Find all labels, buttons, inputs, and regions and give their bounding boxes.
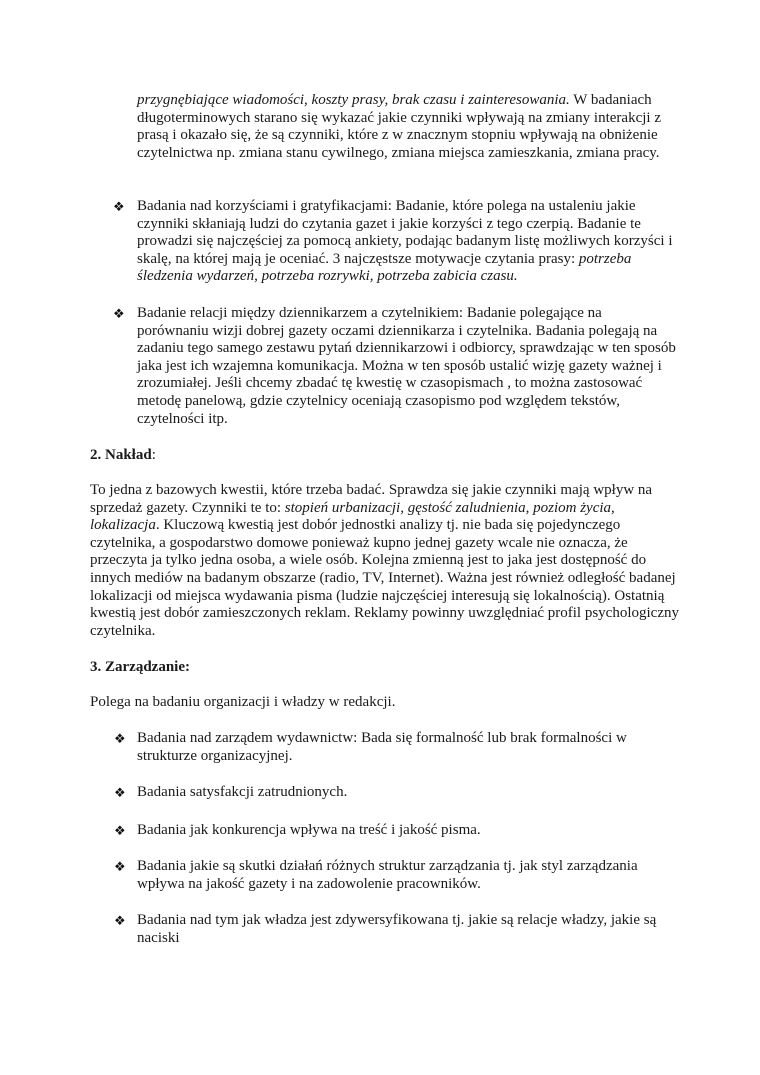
bullet-diamond-icon: ❖	[114, 859, 126, 874]
bullet-competition: Badania jak konkurencja wpływa na treść i jakość pisma.	[137, 822, 481, 838]
bullet-diamond-icon: ❖	[113, 306, 125, 321]
intro-text: W badaniach długoterminowych starano się wykazać jakie czynniki wpływają na zmiany interakcji z prasą i okazało się, że są czynniki, które z w znacznym stopniu wpływają na obniżenie czytelnictwa np. zmiana stanu cywilnego, zmiana miejsca zamieszkania, zmiana pracy.	[137, 92, 661, 161]
bullet-diamond-icon: ❖	[114, 913, 126, 928]
intro-italic: przygnębiające wiadomości, koszty prasy, brak czasu i zainteresowania.	[137, 92, 570, 108]
bullet-diamond-icon: ❖	[114, 823, 126, 838]
bullet-diamond-icon: ❖	[114, 731, 126, 746]
section-heading-naklad	[90, 447, 680, 465]
bullet-power-diversification: Badania nad tym jak władza jest zdywersyfikowana tj. jakie są relacje władzy, jakie są naciski	[137, 912, 657, 946]
bullet-journalist-reader	[137, 305, 677, 428]
section2-text-2: . Kluczową kwestią jest dobór jednostki analizy tj. nie bada się pojedynczego czytelnika, a gospodarstwo domowe ponieważ kupno jednej gazety wcale nie oznacza, że przeczyta ja tylko jedna osoba, a wiele osób. Kolejna zmienną jest to jaka jest dostępność do innych mediów na badanym obszarze (radio, TV, Internet). Ważna jest również odległość badanej lokalizacji od miejsca wydawania pisma (ludzie najczęściej interesują się lokalnością). Ostatnią kwestią jest dobór zamieszczonych reklam. Reklamy powinny uwzględniać profil psychologiczny czytelnika.	[90, 517, 679, 639]
section-heading-zarzadzanie-bold: 3. Zarządzanie:	[90, 659, 190, 675]
section3-intro: Polega na badaniu organizacji i władzy w redakcji.	[90, 694, 396, 710]
section2-paragraph	[90, 482, 680, 640]
bullet-gratifications-text: Badania nad korzyściami i gratyfikacjami: Badanie, które polega na ustaleniu jakie czynniki skłaniają ludzi do czytania gazet i jakie korzyści z tego czerpią. Badanie te prowadzi się najczęściej za pomocą ankiety, podając badanym listę możliwych korzyści i skalę, na której mają je oceniać. 3 najczęstsze motywacje czytania prasy:	[137, 198, 673, 267]
section-heading-zarzadzanie	[90, 659, 680, 677]
bullet-employee-satisfaction: Badania satysfakcji zatrudnionych.	[137, 784, 348, 800]
section-heading-naklad-colon: :	[151, 447, 156, 463]
intro-paragraph	[137, 92, 677, 162]
section2-italic: stopień urbanizacji, gęstość zaludnienia, poziom życia, lokalizacja	[90, 499, 615, 534]
section2-text-1: To jedna z bazowych kwestii, które trzeba badać. Sprawdza się jakie czynniki mają wpływ na sprzedaż gazety. Czynniki te to:	[90, 482, 653, 516]
bullet-gratifications	[137, 198, 677, 286]
section-heading-naklad-bold: 2. Nakład	[90, 447, 152, 463]
bullet-diamond-icon: ❖	[113, 199, 125, 214]
bullet-management-structures: Badania jakie są skutki działań różnych struktur zarządzania tj. jak styl zarządzania wpływa na jakość gazety i na zadowolenie pracowników.	[137, 858, 638, 892]
bullet-journalist-reader-text: Badanie relacji między dziennikarzem a czytelnikiem: Badanie polegające na porównaniu wizji dobrej gazety oczami dziennikarza i czytelnika. Badania polegają na zadaniu tego samego zestawu pytań dziennikarzowi i odbiorcy, sprawdzając w ten sposób jaka jest ich wzajemna komunikacja. Można w ten sposób ustalić wizję gazety ważnej i zrozumiałej. Jeśli chcemy zbadać tę kwestię w czasopismach , to można zastosować metodę panelową, gdzie czytelnicy oceniają czasopismo pod względem tekstów, czytelności itp.	[137, 305, 676, 427]
bullet-diamond-icon: ❖	[114, 785, 126, 800]
bullet-gratifications-italic: potrzeba śledzenia wydarzeń, potrzeba rozrywki, potrzeba zabicia czasu.	[137, 250, 632, 285]
bullet-management-board: Badania nad zarządem wydawnictw: Bada się formalność lub brak formalności w strukturze organizacyjnej.	[137, 730, 627, 764]
